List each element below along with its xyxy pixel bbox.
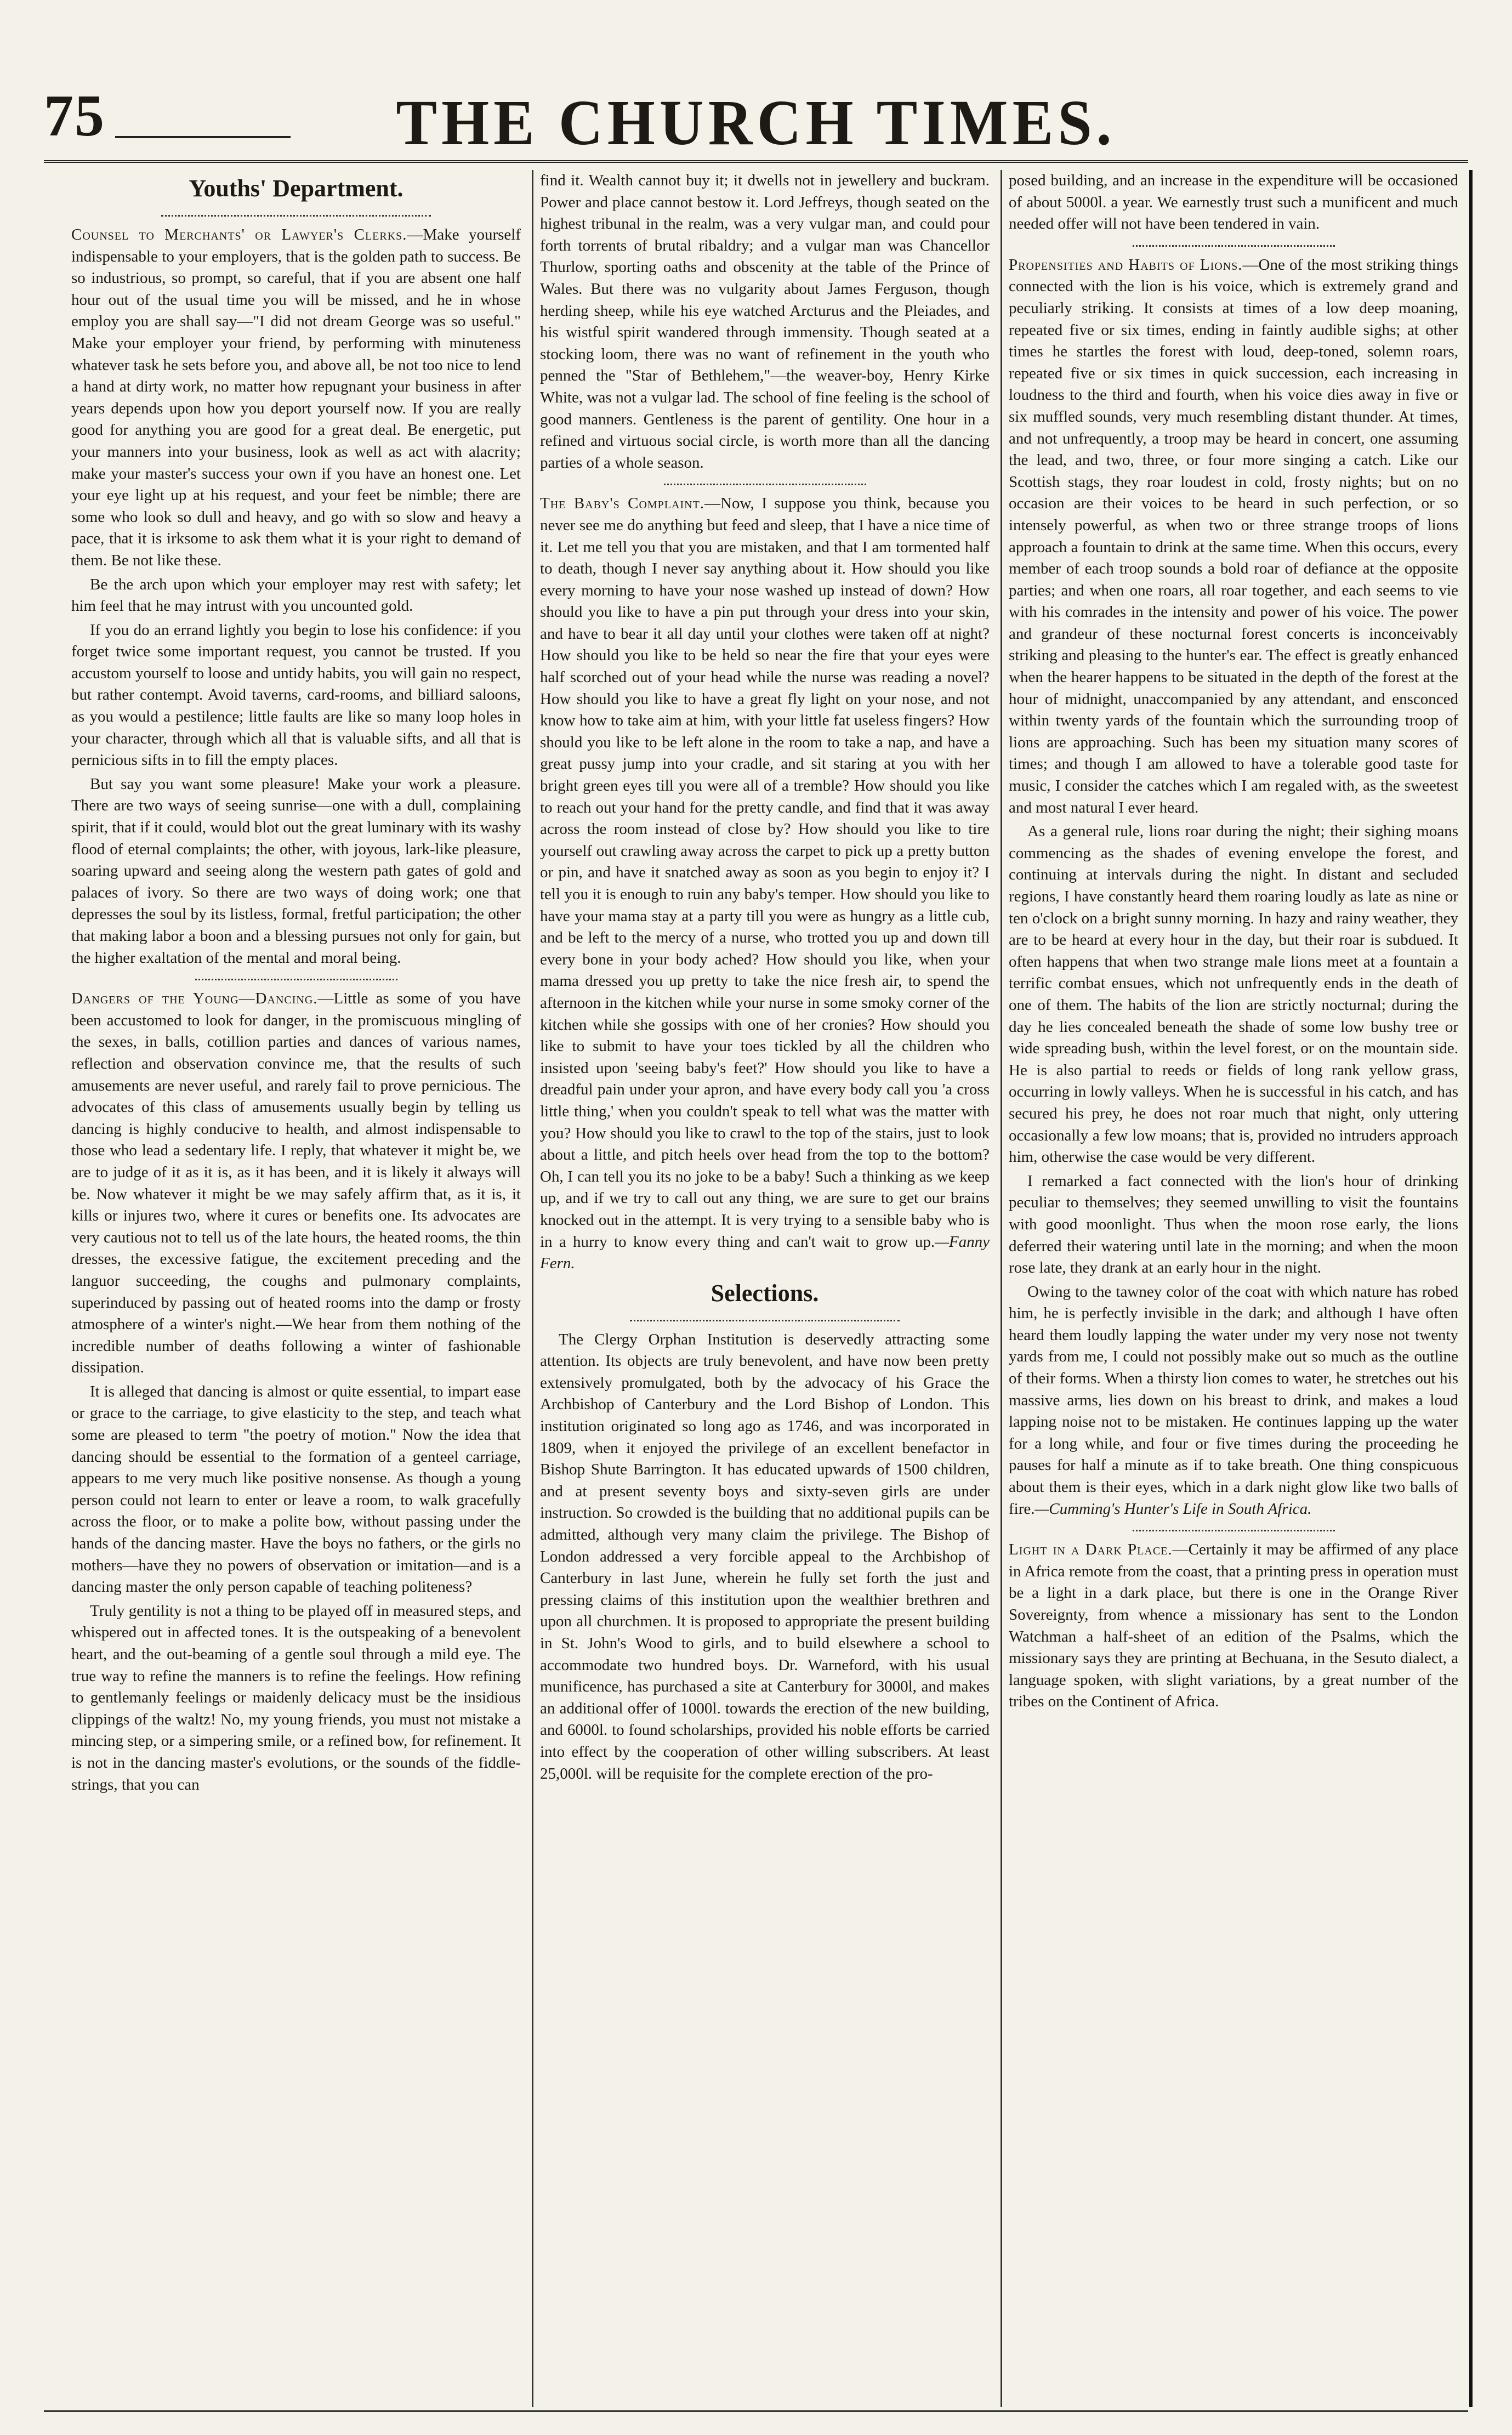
ornamental-rule [664, 476, 866, 485]
article-signature: —Fanny Fern. [540, 1233, 990, 1273]
article-continuation: find it. Wealth cannot buy it; it dwells not in jewellery and buckram. Power and place cannot bestow it. Lord Jeffreys, though seated on the highest tribunal in the realm, was a very vulgar man, and could pour forth torrents of brutal ribaldry; and a vulgar man was Chancellor Thurlow, sporting oaths and obscenity at the table of the Prince of Wales. But there was no vulgarity about James Ferguson, though herding sheep, while his eye watched Arcturus and the Pleiades, and his wistful spirit wandered through immensity. Though seated at a stocking loom, there was no want of refinement in the youth who penned the "Star of Bethlehem,"—the weaver-boy, Henry Kirke White, was not a vulgar lad. The school of fine feeling is the school of good manners. Gentleness is the parent of gentility. One hour in a refined and virtuous social circle, is worth more than all the dancing parties of a whole season. [540, 172, 990, 472]
article-habits-of-lions [1009, 254, 1458, 819]
article-continuation: posed building, and an increase in the expenditure will be occasioned of about 5000l. a year. We earnestly trust such a munificent and much needed offer will not have been tendered in vain. [1009, 172, 1458, 233]
article-paragraph: I remarked a fact connected with the lion's hour of drinking peculiar to themselves; they seemed unwilling to visit the fountains with good moonlight. Thus when the moon rose early, the lions deferred their watering until late in the morning; and when the moon rose late, they drank at an early hour in the night. [1009, 1172, 1458, 1277]
article-lead: Dangers of the Young—Dancing. [71, 990, 318, 1008]
article-paragraph: —One of the most striking things connected with the lion is his voice, which is extremely grand and peculiarly striking. It consists at times of a low deep moaning, repeated five or six times, ending in faintly audible sighs; at other times he startles the forest with loud, deep-toned, solemn roars, repeated five or six times in quick succession, each increasing in loudness to the third and fourth, when his voice dies away in five or six muffled sounds, very much resembling distant thunder. At times, and not unfrequently, a troop may be heard in concert, one assuming the lead, and two, three, or four more singing a catch. Like our Scottish stags, they roar loudest in cold, frosty nights; but on no occasion are their voices to be heard in such perfection, or so intensely powerful, as when two or three strange troops of lions approach a fountain to drink at the same time. When this occurs, every member of each troop sounds a bold roar of defiance at the opposite parties; and when one roars, all roar together, and each seems to vie with his comrades in the intensity and power of his voice. The power and grandeur of these nocturnal forest concerts is inconceivably striking and pleasing to the hunter's ear. The effect is greatly enhanced when the hearer happens to be situated in the depth of the forest at the hour of midnight, unaccompanied by any attendant, and ensconced within twenty yards of the fountain which the surrounding troop of lions are approaching. Such has been my situation many scores of times; and though I am allowed to have a tolerable good taste for music, I consider the catches which I am regaled with, as the sweetest and most natural I ever heard. [1009, 256, 1458, 816]
masthead-rule [44, 160, 1468, 163]
article-paragraph-text: Owing to the tawney color of the coat with which nature has robed him, he is perfectly invisible in the dark; and although I have often heard them loudly lapping the water under my very nose not twenty yards from me, I could not possibly make out so much as the outline of their forms. When a thirsty lion comes to water, he stretches out his massive arms, lies down on his breast to drink, and makes a loud lapping noise not to be mistaken. He continues lapping up the water for a long while, and four or five times during the proceeding he pauses for half a minute as if to take breath. One thing conspicuous about them is their eyes, which in a dark night glow like two balls of fire. [1009, 1282, 1458, 1518]
article-paragraph: If you do an errand lightly you begin to lose his confidence: if you forget twice some important request, you cannot be trusted. If you accustom yourself to loose and untidy habits, you will gain no respect, but rather contempt. Avoid taverns, card-rooms, and billiard saloons, as you would a pestilence; little faults are like so many loop holes in your character, through which all that is valuable sifts, and all that is pernicious sifts in to fill the empty places. [71, 621, 521, 769]
ornamental-rule [195, 971, 397, 980]
article-paragraph: —Little as some of you have been accustomed to look for danger, in the promiscuous mingling of the sexes, in balls, cotillion parties and dances of various names, reflection and observation convince me, that the results of such amusements are never useful, and rarely fail to prove pernicious. The advocates of this class of amusements usually begin by telling us dancing is highly conducive to health, and almost indispensable to those who lead a sedentary life. I reply, that whatever it might be, we are to judge of it as it is, as it has been, and it is likely it always will be. Now whatever it might be we may safely affirm that, as it is, it kills or injures two, where it cures or benefits one. Its advocates are very cautious not to tell us of the late hours, the heated rooms, the thin dresses, the excessive fatigue, the excitement preceding and the languor succeeding, the coughs and pulmonary complaints, superinduced by passing out of heated rooms into the damp or frosty atmosphere of a winter's night.—We hear from them nothing of the incredible number of deaths following a winter of fashionable dissipation. [71, 990, 521, 1377]
article-dangers-of-dancing [71, 988, 521, 1379]
column-2 [540, 170, 990, 2407]
page-number: 75 [44, 83, 105, 149]
column-1 [71, 170, 521, 2407]
article-light-in-dark-place [1009, 1539, 1458, 1713]
article-clergy-orphan-institution: The Clergy Orphan Institution is deservedly attracting some attention. Its objects are truly benevolent, and have now been pretty extensively promulgated, both by the advocacy of his Grace the Archbishop of Canterbury and the Lord Bishop of London. This institution originated so long ago as 1746, and was incorporated in 1809, when it enjoyed the privilege of an excellent benefactor in Bishop Shute Barrington. It has educated upwards of 1500 children, and at present seventy boys and sixty-seven girls are under instruction. So crowded is the building that no additional pupils can be admitted, although very many claim the privilege. The Bishop of London addressed a very forcible appeal to the Archbishop of Canterbury in last June, wherein he fully set forth the just and pressing claims of this institution upon the wealthier brethren and upon all churchmen. It is proposed to appropriate the present building in St. John's Wood to girls, and to build elsewhere a school to accommodate two hundred boys. Dr. Warneford, with his usual munificence, has purchased a site at Canterbury for 3000l, and makes an additional offer of 1000l. towards the erection of the new building, and 6000l. to found scholarships, provided his noble efforts be carried into effect by the cooperation of other willing subscribers. At least 25,000l. will be requisite for the complete erection of the pro- [540, 1330, 990, 1783]
article-counsel-to-clerks [71, 224, 521, 572]
article-paragraph: It is alleged that dancing is almost or quite essential, to impart ease or grace to the carriage, to give elasticity to the step, and teach what some are pleased to term "the poetry of motion." Now the idea that dancing should be essential to the formation of a genteel carriage, appears to me very much like positive nonsense. As though a young person could not learn to enter or leave a room, to walk gracefully across the floor, or to make a polite bow, without passing under the hands of the dancing master. Have the boys no fathers, or the girls no mothers—have they no powers of observation or imitation—and is a dancing master the only person capable of teaching politeness? [71, 1382, 521, 1596]
article-paragraph: As a general rule, lions roar during the night; their sighing moans commencing as the shades of evening envelope the forest, and continuing at intervals during the night. In distant and secluded regions, I have constantly heard them roaring loudly as late as nine or ten o'clock on a bright sunny morning. In hazy and rainy weather, they are to be heard at every hour in the day, but their roar is subdued. It often happens that when two strange male lions meet at a fountain a terrific combat ensues, which not unfrequently ends in the death of one of them. The habits of the lion are strictly nocturnal; during the day he lies concealed beneath the shade of some low bushy tree or wide spreading bush, within the level forest, or on the mountain side. He is also partial to reeds or fields of long rank yellow grass, occurring in lowly valleys. When he is successful in his catch, and has secured his prey, he does not roar much that night, only uttering occasionally a few low moans; that is, provided no intruders approach him, otherwise the case would be very different. [1009, 822, 1458, 1166]
ornamental-rule [1133, 1522, 1335, 1531]
article-lead: Light in a Dark Place. [1009, 1541, 1173, 1559]
article-paragraph: Be the arch upon which your employer may rest with safety; let him feel that he may intrust with you uncounted gold. [71, 575, 521, 615]
page-bottom-rule [44, 2410, 1468, 2412]
section-heading: Selections. [710, 1279, 819, 1307]
department-heading: Youths' Department. [189, 175, 403, 202]
newspaper-title: THE CHURCH TIMES. [396, 87, 1116, 159]
article-signature: —Cumming's Hunter's Life in South Africa. [1034, 1500, 1312, 1518]
column-3 [1009, 170, 1458, 2407]
article-lead: Propensities and Habits of Lions. [1009, 256, 1243, 274]
article-paragraph [1009, 1281, 1458, 1520]
article-paragraph: But say you want some pleasure! Make your work a pleasure. There are two ways of seeing sunrise—one with a dull, complaining spirit, that if it could, would blot out the great luminary with its washy flood of eternal complaints; the other, with joyous, lark-like pleasure, soaring upward and seeing along the western path gates of gold and palaces of ivory. So there are two ways of doing work; one that depresses the soul by its listless, formal, fretful participation; the other that making labor a boon and a blessing pursues not only for gain, but the higher exaltation of the mental and moral being. [71, 775, 521, 967]
article-lead: The Baby's Complaint. [540, 495, 705, 513]
masthead [44, 82, 1468, 159]
article-paragraph: —Make yourself indispensable to your employers, that is the golden path to success. Be so industrious, so prompt, so careful, that if you are absent one half hour out of the usual time you will be missed, and he in whose employ you are shall say—"I did not dream George was so useful." Make your employer your friend, by performing with minuteness whatever task he sets before you, and above all, be not too nice to lend a hand at dirty work, no matter how repugnant your business in after years depends upon how you deport yourself now. If you are really good for anything you are good for a great deal. Be energetic, put your manners into your business, look as well as act with alacrity; make your master's success your own if you have an honest one. Let your eye light up at his request, and your feet be nimble; there are some who look so dull and heavy, and go with so slow and heavy a pace, that it is irksome to ask them what it is your right to demand of them. Be not like these. [71, 226, 521, 569]
article-paragraph: —Certainly it may be affirmed of any place in Africa remote from the coast, that a printing press in operation must be a light in a dark place, but there is one in the Orange River Sovereignty, from whence a missionary has sent to the London Watchman a half-sheet of an edition of the Psalms, which the missionary says they are printing at Bechuana, in the Sesuto dialect, a language spoken, with slight variations, by a great number of the tribes on the Continent of Africa. [1009, 1541, 1458, 1711]
ornamental-rule [161, 207, 431, 217]
ornamental-rule [630, 1312, 900, 1321]
ornamental-rule [1133, 237, 1335, 247]
article-paragraph: Truly gentility is not a thing to be played off in measured steps, and whispered out in affected tones. It is the outspeaking of a benevolent heart, and the out-beaming of a gentle soul through a mild eye. The true way to refine the manners is to refine the feelings. How refining to gentlemanly feelings or maidenly delicacy must be the insidious clippings of the waltz! No, my young friends, you must not mistake a mincing step, or a simpering smile, or a refined bow, for refinement. It is not in the dancing master's evolutions, or the sounds of the fiddle-strings, that you can [71, 1602, 521, 1793]
article-lead: Counsel to Merchants' or Lawyer's Clerks. [71, 226, 407, 243]
page-columns [71, 170, 1458, 2407]
article-babys-complaint [540, 493, 990, 1274]
article-paragraph: —Now, I suppose you think, because you never see me do anything but feed and sleep, that I have a nice time of it. Let me tell you that you are mistaken, and that I am tormented half to death, though I never say anything about it. How should you like every morning to have your nose washed up instead of down? How should you like to have a pin put through your dress into your skin, and have to bear it all day until your clothes were taken off at night? How should you like to be held so near the fire that your eyes were half scorched out of your head while the nurse was reading a novel? How should you like to have a great fly light on your nose, and not know how to take aim at him, with your little fat useless fingers? How should you like to be left alone in the room to take a nap, and have a great pussy jump into your cradle, and sit staring at you with her bright green eyes till you were all of a tremble? How should you like to reach out your hand for the pretty candle, and find that it was away across the room instead of close by? How should you like to tire yourself out crawling away across the carpet to pick up a pretty button or pin, and have it snatched away as soon as you begin to enjoy it? I tell you it is enough to ruin any baby's temper. How should you like to have your mama stay at a party till you were as hungry as a little cub, and be left to the mercy of a nurse, who trotted you up and down till every bone in your body ached? How should you like, when your mama dressed you up pretty to take the nice fresh air, to spend the afternoon in the kitchen while your nurse in some smoky corner of the kitchen while she gossips with one of her cronies? How should you like to submit to have your toes tickled by all the children who insisted upon 'seeing baby's feet?' How should you like to have a dreadful pain under your apron, and have every body call you 'a cross little thing,' when you couldn't speak to tell what was the matter with you? How should you like to crawl to the top of the stairs, just to look about a little, and pitch heels over head from the top to the bottom? Oh, I can tell you its no joke to be a baby! Such a thinking as we keep up, and if we try to call out any thing, we are sure to get our brains knocked out in the attempt. It is very trying to a sensible baby who is in a hurry to know every thing and can't wait to grow up. [540, 495, 990, 1251]
page-edge-rule [1469, 170, 1473, 2407]
